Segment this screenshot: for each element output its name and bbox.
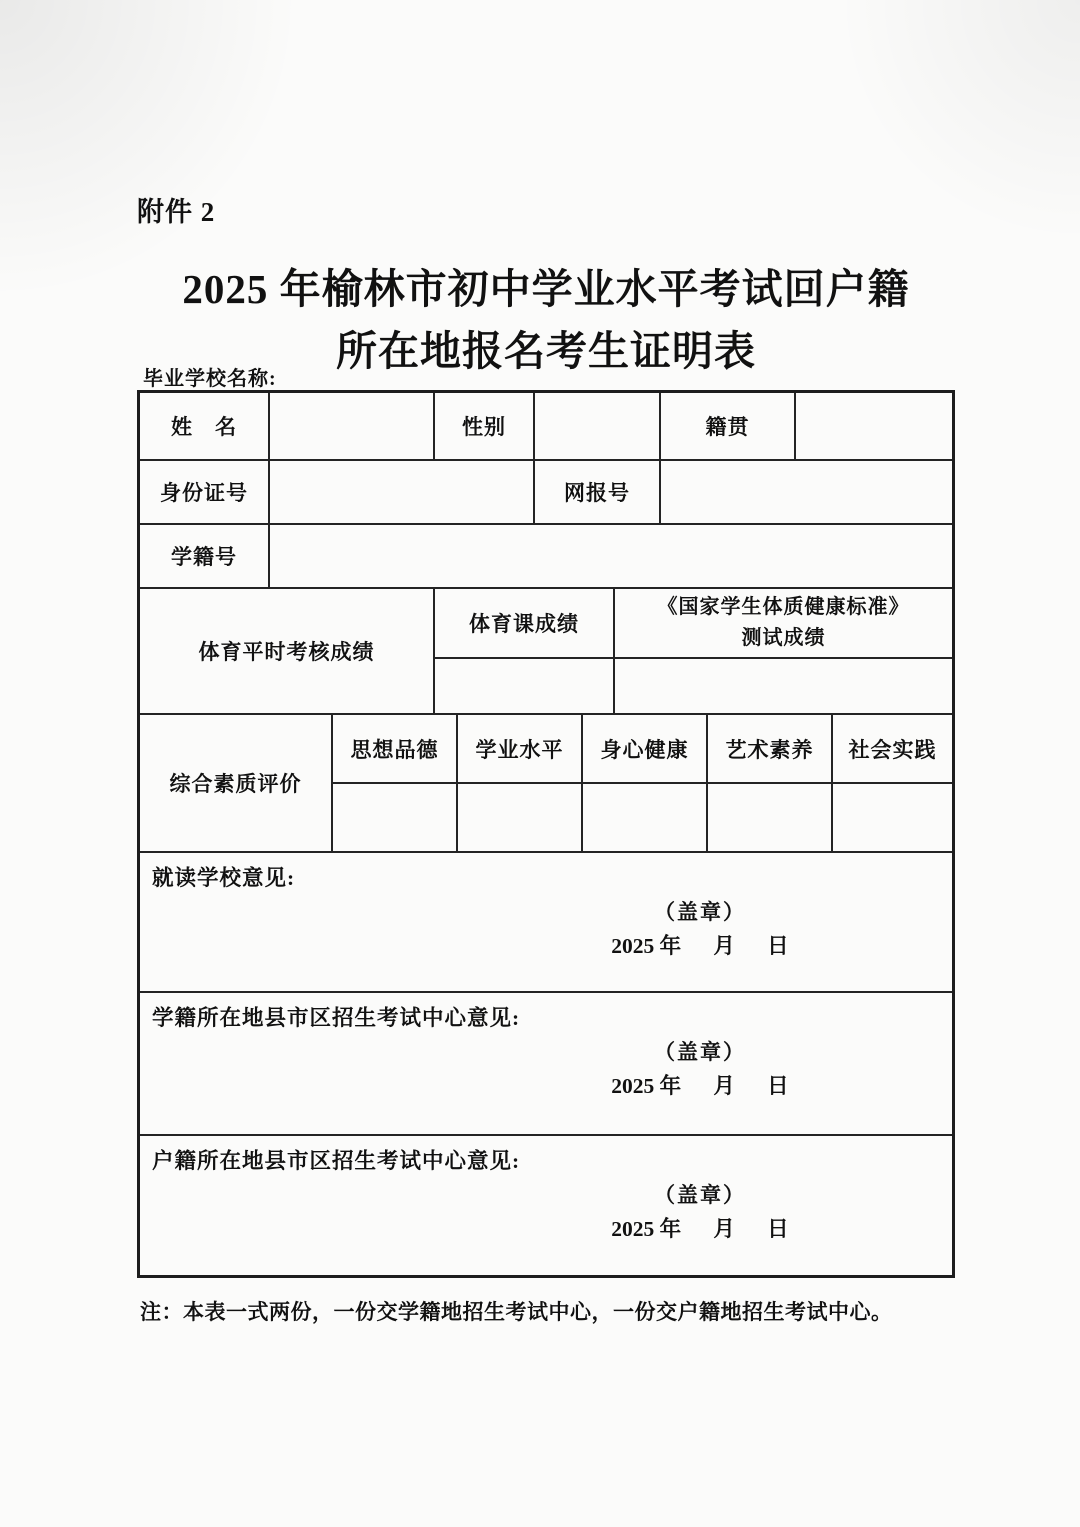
row-quality-evaluation [140,715,952,853]
household-center-opinion-label: 户籍所在地县市区招生考试中心意见: [152,1149,521,1173]
quality-value-health [583,784,708,851]
registration-center-opinion-label: 学籍所在地县市区招生考试中心意见: [152,1006,521,1030]
seal-label: （盖章） [654,900,746,924]
pe-regular-score-label-cell: 体育平时考核成绩 [140,589,435,713]
quality-col-academic: 学业水平 [458,715,583,782]
quality-value-morality [333,784,458,851]
quality-label-cell: 综合素质评价 [140,715,333,851]
id-number-label-cell: 身份证号 [140,461,270,523]
school-name-label: 毕业学校名称: [143,368,277,390]
attending-school-opinion-label: 就读学校意见: [152,866,296,890]
quality-right-grid [333,715,952,851]
name-label-cell: 姓 名 [140,393,270,459]
pe-value-subrow [435,659,952,713]
pe-standard-value-cell [615,659,952,713]
date-line: 2025 年 月 日 [611,934,789,958]
pe-standard-line2: 测试成绩 [741,627,826,649]
quality-value-art [708,784,833,851]
opinion-section-attending-school [140,853,952,993]
quality-col-health: 身心健康 [583,715,708,782]
pe-standard-label-text [658,592,910,654]
row-student-id [140,525,952,589]
student-id-label-cell: 学籍号 [140,525,270,587]
quality-col-morality: 思想品德 [333,715,458,782]
online-reg-label-cell: 网报号 [535,461,661,523]
date-line: 2025 年 月 日 [611,1074,789,1098]
row-pe-scores [140,589,952,715]
form-table [137,390,955,1278]
attending-school-seal-block [570,899,830,959]
quality-col-art: 艺术素养 [708,715,833,782]
pe-right-grid [435,589,952,713]
household-center-seal-block [570,1182,830,1242]
quality-header-subrow [333,715,952,784]
native-place-value-cell [796,393,952,459]
native-place-label-cell: 籍贯 [661,393,796,459]
id-number-value-cell [270,461,535,523]
quality-value-subrow [333,784,952,851]
footnote: 注：本表一式两份，一份交学籍地招生考试中心，一份交户籍地招生考试中心。 [140,1300,893,1324]
pe-header-subrow [435,589,952,659]
registration-center-seal-block [570,1039,830,1099]
student-id-value-cell [270,525,952,587]
pe-class-score-label-cell: 体育课成绩 [435,589,615,657]
row-id-online [140,461,952,525]
quality-value-practice [833,784,952,851]
quality-col-practice: 社会实践 [848,737,937,762]
pe-class-score-value-cell [435,659,615,713]
quality-value-academic [458,784,583,851]
online-reg-value-cell [661,461,952,523]
pe-standard-line1: 《国家学生体质健康标准》 [657,596,910,618]
document-title-line2: 所在地报名考生证明表 [336,328,756,374]
gender-label-cell: 性别 [435,393,535,459]
pe-standard-label-cell [615,589,952,657]
document-title-line1: 2025 年榆林市初中学业水平考试回户籍 [182,266,910,312]
row-name-gender-native [140,393,952,461]
attachment-label: 附件 2 [137,197,216,227]
gender-value-cell [535,393,661,459]
seal-label: （盖章） [654,1040,746,1064]
seal-label: （盖章） [654,1183,746,1207]
date-line: 2025 年 月 日 [611,1217,789,1241]
opinion-section-household-center [140,1136,952,1281]
opinion-section-registration-center [140,993,952,1136]
name-value-cell [270,393,435,459]
